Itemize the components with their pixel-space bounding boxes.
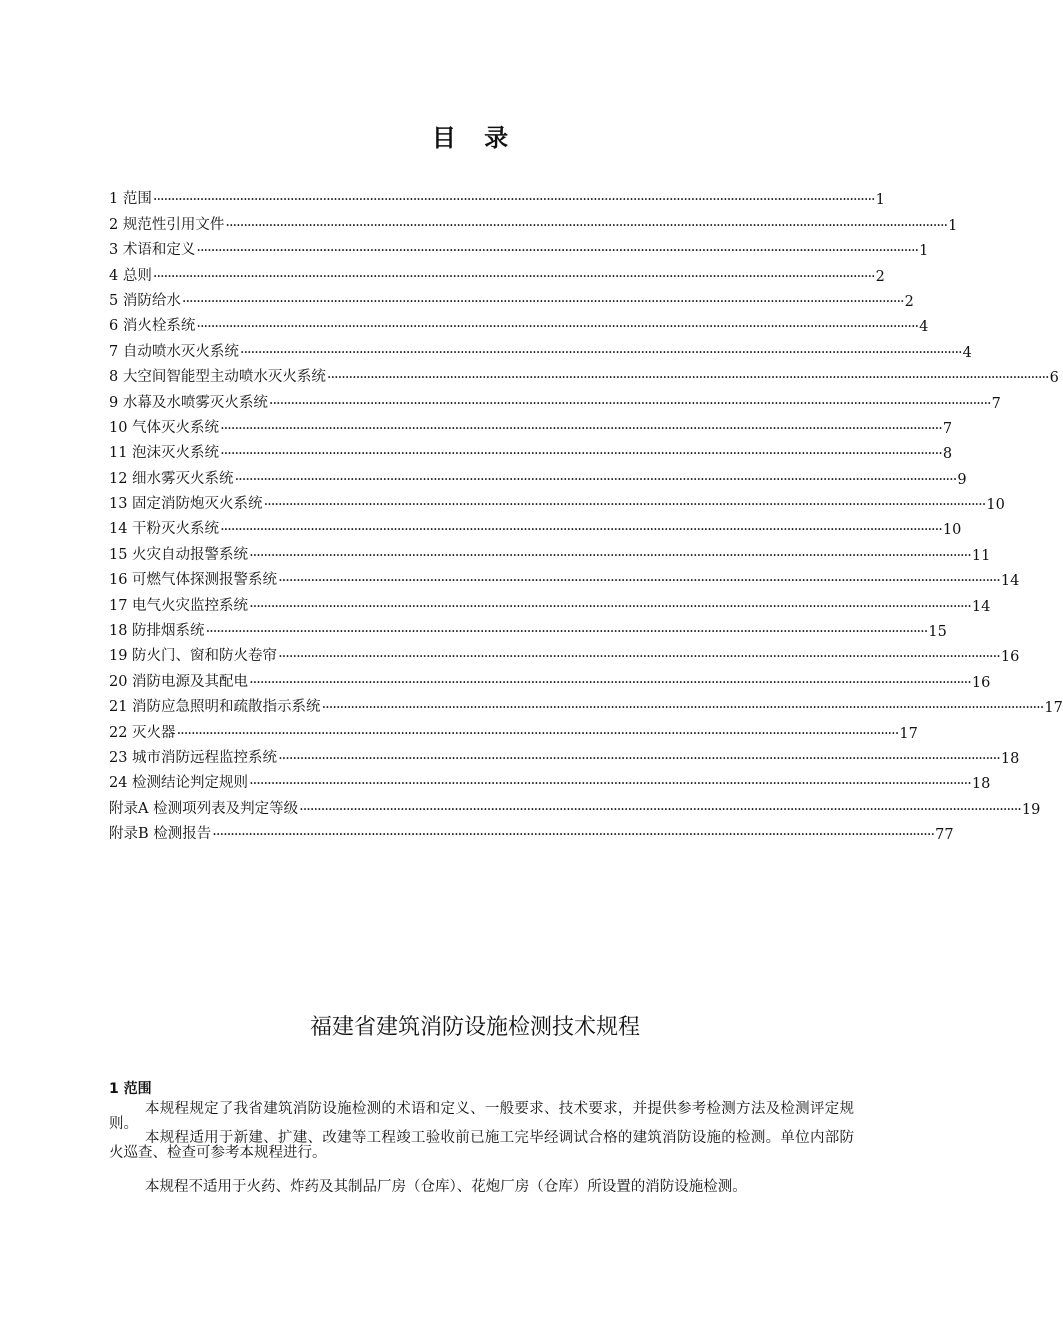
toc-entry-page: 8 — [942, 446, 953, 463]
toc-leader-dots: ········································································································································································································ — [239, 344, 962, 361]
toc-entry-label: 6 消火栓系统 — [109, 318, 196, 335]
toc-entry-page: 1 — [919, 243, 929, 260]
toc-entry-label: 附录B 检测报告 — [109, 826, 212, 843]
toc-entry-page: 17 — [1044, 700, 1063, 717]
toc-entry-page: 16 — [1000, 649, 1020, 666]
table-of-contents — [109, 183, 1063, 844]
toc-entry[interactable] — [109, 742, 1020, 767]
toc-entry-label: 5 消防给水 — [109, 292, 181, 309]
toc-leader-dots: ········································································································································································································ — [205, 624, 928, 641]
toc-leader-dots: ········································································································································································································ — [249, 674, 971, 691]
toc-entry-page: 1 — [948, 217, 958, 234]
toc-entry-label: 8 大空间智能型主动喷水灭火系统 — [109, 369, 326, 386]
toc-leader-dots: ········································································································································································································ — [220, 420, 942, 437]
toc-leader-dots: ········································································································································································································ — [234, 471, 957, 488]
toc-entry-page: 11 — [971, 547, 991, 564]
toc-entry[interactable] — [109, 208, 958, 234]
toc-leader-dots: ········································································································································································································ — [249, 547, 971, 564]
toc-leader-dots: ········································································································································································································ — [220, 522, 942, 539]
toc-entry-page: 16 — [971, 674, 991, 691]
toc-leader-dots: ········································································································································································································ — [249, 598, 971, 615]
toc-entry[interactable] — [109, 716, 918, 742]
toc-entry[interactable] — [109, 691, 1063, 717]
toc-entry[interactable] — [109, 564, 1020, 590]
toc-entry-page: 1 — [875, 192, 885, 209]
toc-entry-page: 10 — [986, 497, 1005, 514]
toc-entry-label: 10 气体灭火系统 — [109, 419, 220, 436]
toc-entry-page: 15 — [928, 624, 947, 641]
document-title: 福建省建筑消防设施检测技术规程 — [309, 1015, 640, 1040]
toc-leader-dots: ········································································································································································································ — [152, 268, 875, 285]
toc-entry[interactable] — [109, 183, 885, 209]
toc-entry-label: 3 术语和定义 — [109, 242, 196, 259]
paragraph: 本规程规定了我省建筑消防设施检测的术语和定义、一般要求、技术要求，并提供参考检测方法及检测评定规则。 — [109, 1101, 854, 1132]
toc-leader-dots: ········································································································································································································ — [278, 750, 1000, 767]
toc-entry-page: 7 — [942, 420, 953, 437]
paragraph: 本规程适用于新建、扩建、改建等工程竣工验收前已施工完毕经调试合格的建筑消防设施的检测。单位内部防火巡查、检查可参考本规程进行。 — [109, 1130, 854, 1161]
toc-entry-page: 77 — [935, 827, 954, 844]
toc-entry-page: 4 — [919, 319, 929, 336]
toc-entry-label: 18 防排烟系统 — [109, 623, 205, 640]
toc-entry-label: 4 总则 — [109, 267, 152, 284]
toc-entry-page: 10 — [942, 522, 962, 539]
toc-entry[interactable] — [109, 412, 953, 437]
toc-entry[interactable] — [109, 259, 885, 285]
toc-entry-page: 17 — [899, 725, 918, 742]
toc-entry[interactable] — [109, 386, 1001, 412]
toc-entry[interactable] — [109, 488, 1005, 514]
toc-entry-label: 14 干粉灭火系统 — [109, 521, 220, 538]
toc-entry-label: 19 防火门、窗和防火卷帘 — [109, 648, 278, 665]
toc-entry-label: 20 消防电源及其配电 — [109, 673, 249, 690]
toc-entry-page: 2 — [875, 268, 885, 285]
toc-leader-dots: ········································································································································································································ — [152, 192, 875, 209]
toc-entry-page: 7 — [991, 395, 1001, 412]
toc-entry-page: 4 — [962, 344, 972, 361]
toc-leader-dots: ········································································································································································································ — [278, 649, 1000, 666]
toc-entry-page: 14 — [971, 598, 991, 615]
toc-leader-dots: ········································································································································································································ — [299, 801, 1021, 818]
toc-entry[interactable] — [109, 538, 991, 564]
toc-leader-dots: ········································································································································································································ — [249, 776, 971, 793]
section-heading: 1 范围 — [109, 1081, 152, 1097]
toc-entry[interactable] — [109, 615, 947, 641]
toc-entry-page: 6 — [1049, 370, 1059, 387]
toc-entry[interactable] — [109, 513, 962, 539]
toc-entry-label: 21 消防应急照明和疏散指示系统 — [109, 699, 321, 716]
toc-entry-label: 12 细水雾灭火系统 — [109, 470, 234, 487]
toc-entry[interactable] — [109, 234, 929, 260]
toc-entry[interactable] — [109, 589, 991, 615]
toc-leader-dots: ········································································································································································································ — [220, 446, 942, 463]
toc-entry-page: 9 — [957, 471, 967, 488]
toc-leader-dots: ········································································································································································································ — [181, 293, 904, 310]
toc-title: 目 录 — [431, 124, 519, 152]
toc-leader-dots: ········································································································································································································ — [326, 370, 1049, 387]
toc-entry[interactable] — [109, 285, 914, 310]
toc-entry[interactable] — [109, 665, 991, 691]
toc-entry-label: 22 灭火器 — [109, 724, 176, 741]
toc-leader-dots: ········································································································································································································ — [263, 497, 986, 514]
toc-entry-label: 7 自动喷水灭火系统 — [109, 343, 239, 360]
toc-entry[interactable] — [109, 818, 954, 844]
toc-entry[interactable] — [109, 310, 929, 336]
toc-entry-label: 13 固定消防炮灭火系统 — [109, 496, 263, 513]
toc-leader-dots: ········································································································································································································ — [225, 217, 948, 234]
toc-entry-label: 2 规范性引用文件 — [109, 216, 225, 233]
toc-entry-page: 18 — [971, 776, 991, 793]
toc-leader-dots: ········································································································································································································ — [196, 243, 919, 260]
toc-entry-label: 9 水幕及水喷雾灭火系统 — [109, 394, 268, 411]
toc-leader-dots: ········································································································································································································ — [268, 395, 991, 412]
toc-leader-dots: ········································································································································································································ — [212, 827, 935, 844]
toc-entry[interactable] — [109, 462, 967, 488]
toc-entry[interactable] — [109, 437, 953, 463]
toc-entry-label: 17 电气火灾监控系统 — [109, 597, 249, 614]
toc-entry-page: 2 — [904, 293, 914, 310]
toc-entry-page: 18 — [1000, 750, 1020, 767]
toc-leader-dots: ········································································································································································································ — [176, 725, 899, 742]
toc-entry-label: 附录A 检测项列表及判定等级 — [109, 800, 299, 817]
toc-entry-page: 19 — [1021, 801, 1041, 818]
toc-leader-dots: ········································································································································································································ — [196, 319, 919, 336]
toc-entry-label: 16 可燃气体探测报警系统 — [109, 572, 278, 589]
toc-entry-page: 14 — [1000, 573, 1020, 590]
toc-entry[interactable] — [109, 335, 972, 361]
toc-entry-label: 24 检测结论判定规则 — [109, 775, 249, 792]
toc-entry[interactable] — [109, 640, 1020, 666]
toc-leader-dots: ········································································································································································································ — [278, 573, 1000, 590]
toc-entry[interactable] — [109, 792, 1041, 818]
toc-entry-label: 15 火灾自动报警系统 — [109, 546, 249, 563]
paragraph: 本规程不适用于火药、炸药及其制品厂房（仓库）、花炮厂房（仓库）所设置的消防设施检测。 — [145, 1179, 747, 1195]
toc-entry-label: 23 城市消防远程监控系统 — [109, 749, 278, 766]
toc-entry-label: 11 泡沫灭火系统 — [109, 445, 220, 462]
toc-entry-label: 1 范围 — [109, 191, 152, 208]
toc-leader-dots: ········································································································································································································ — [321, 700, 1044, 717]
toc-entry[interactable] — [109, 767, 991, 793]
toc-entry[interactable] — [109, 361, 1059, 387]
